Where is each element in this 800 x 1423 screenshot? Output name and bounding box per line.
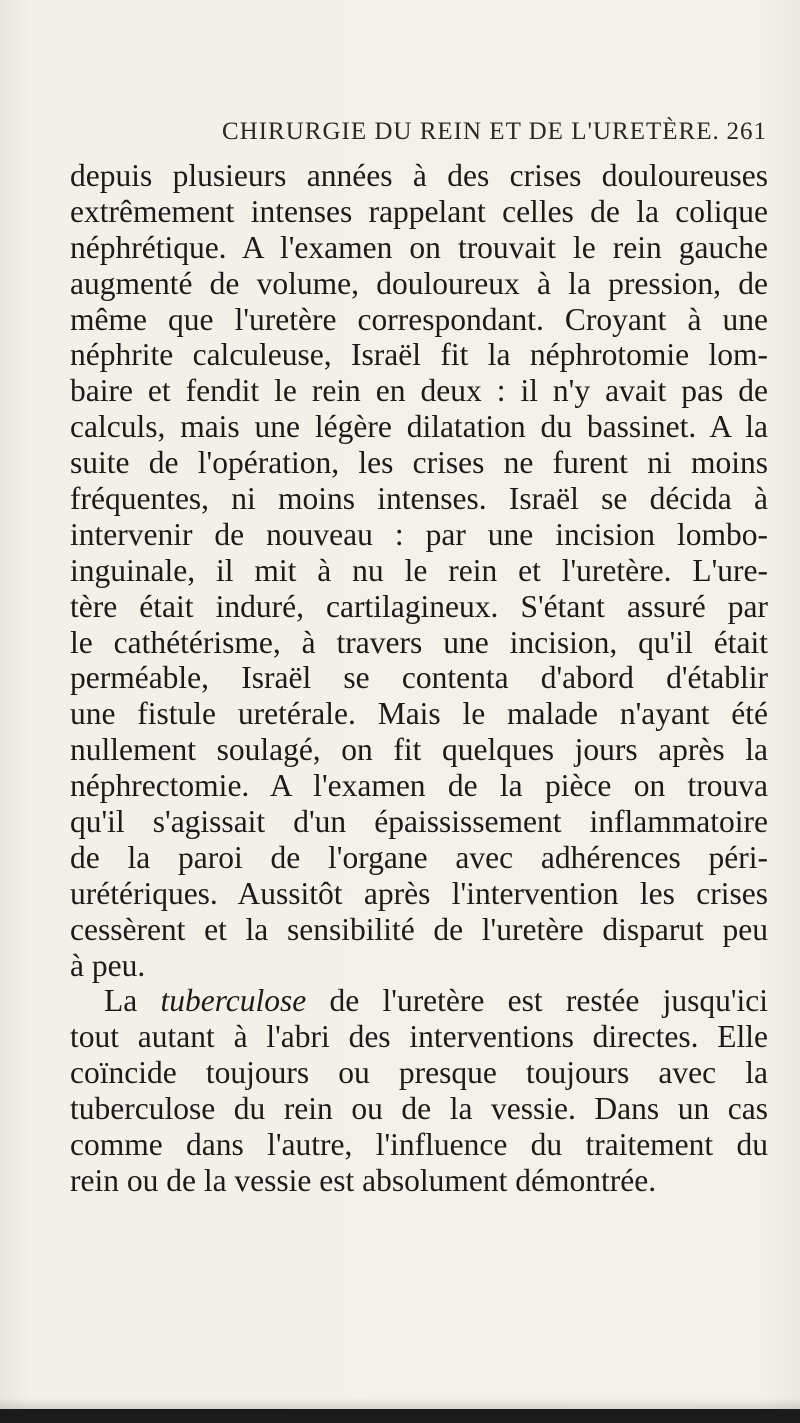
text-line: perméable, Israël se contenta d'abord d'établir bbox=[70, 660, 768, 696]
running-head-title: CHIRURGIE DU REIN ET DE L'URETÈRE. bbox=[222, 118, 720, 145]
running-head bbox=[222, 118, 767, 152]
text-line: urétériques. Aussitôt après l'intervention les crises bbox=[70, 875, 768, 911]
italic-term: tuberculose bbox=[160, 983, 307, 1019]
text-line: depuis plusieurs années à des crises douloureuses bbox=[70, 158, 768, 193]
scan-edge-shadow bbox=[0, 1398, 800, 1409]
text-line: coïncide toujours ou presque toujours avec la bbox=[70, 1055, 768, 1091]
text-line: une fistule uretérale. Mais le malade n'ayant été bbox=[70, 696, 768, 732]
text-line: le cathétérisme, à travers une incision, qu'il était bbox=[70, 624, 768, 660]
text-line: intervenir de nouveau : par une incision lombo- bbox=[70, 516, 768, 552]
text-line: tère était induré, cartilagineux. S'étant assuré par bbox=[70, 588, 768, 624]
scan-bottom-edge bbox=[0, 1409, 800, 1423]
body-text bbox=[70, 158, 768, 1199]
text-line: tuberculose du rein ou de la vessie. Dans un cas bbox=[70, 1091, 768, 1127]
text-line: comme dans l'autre, l'influence du traitement du bbox=[70, 1127, 768, 1163]
page-number: 261 bbox=[726, 118, 767, 145]
text-line: qu'il s'agissait d'un épaississement inflammatoire bbox=[70, 804, 768, 840]
text-line: tout autant à l'abri des interventions directes. Elle bbox=[70, 1019, 768, 1055]
text-line: à peu. bbox=[70, 947, 146, 983]
text-line: extrêmement intenses rappelant celles de la colique bbox=[70, 193, 768, 229]
text-line: baire et fendit le rein en deux : il n'y avait pas de bbox=[70, 373, 768, 409]
text-line: de la paroi de l'organe avec adhérences péri- bbox=[70, 839, 768, 875]
text-fragment: La bbox=[104, 983, 161, 1019]
text-line: suite de l'opération, les crises ne furent ni moins bbox=[70, 445, 768, 481]
text-line: calculs, mais une légère dilatation du bassinet. A la bbox=[70, 409, 768, 445]
text-line: néphrétique. A l'examen on trouvait le rein gauche bbox=[70, 229, 768, 265]
text-fragment: de l'uretère est restée jusqu'ici bbox=[306, 983, 768, 1019]
text-line: fréquentes, ni moins intenses. Israël se décida à bbox=[70, 481, 768, 517]
text-line: nullement soulagé, on fit quelques jours après la bbox=[70, 732, 768, 768]
text-line: cessèrent et la sensibilité de l'uretère disparut peu bbox=[70, 911, 768, 947]
text-line: néphrite calculeuse, Israël fit la néphrotomie lom- bbox=[70, 337, 768, 373]
text-line: néphrectomie. A l'examen de la pièce on trouva bbox=[70, 768, 768, 804]
text-line: même que l'uretère correspondant. Croyant à une bbox=[70, 301, 768, 337]
text-line: rein ou de la vessie est absolument démontrée. bbox=[70, 1162, 657, 1198]
text-line: inguinale, il mit à nu le rein et l'uretère. L'ure- bbox=[70, 552, 768, 588]
paragraph-start-line bbox=[70, 983, 768, 1019]
text-line: augmenté de volume, douloureux à la pression, de bbox=[70, 265, 768, 301]
